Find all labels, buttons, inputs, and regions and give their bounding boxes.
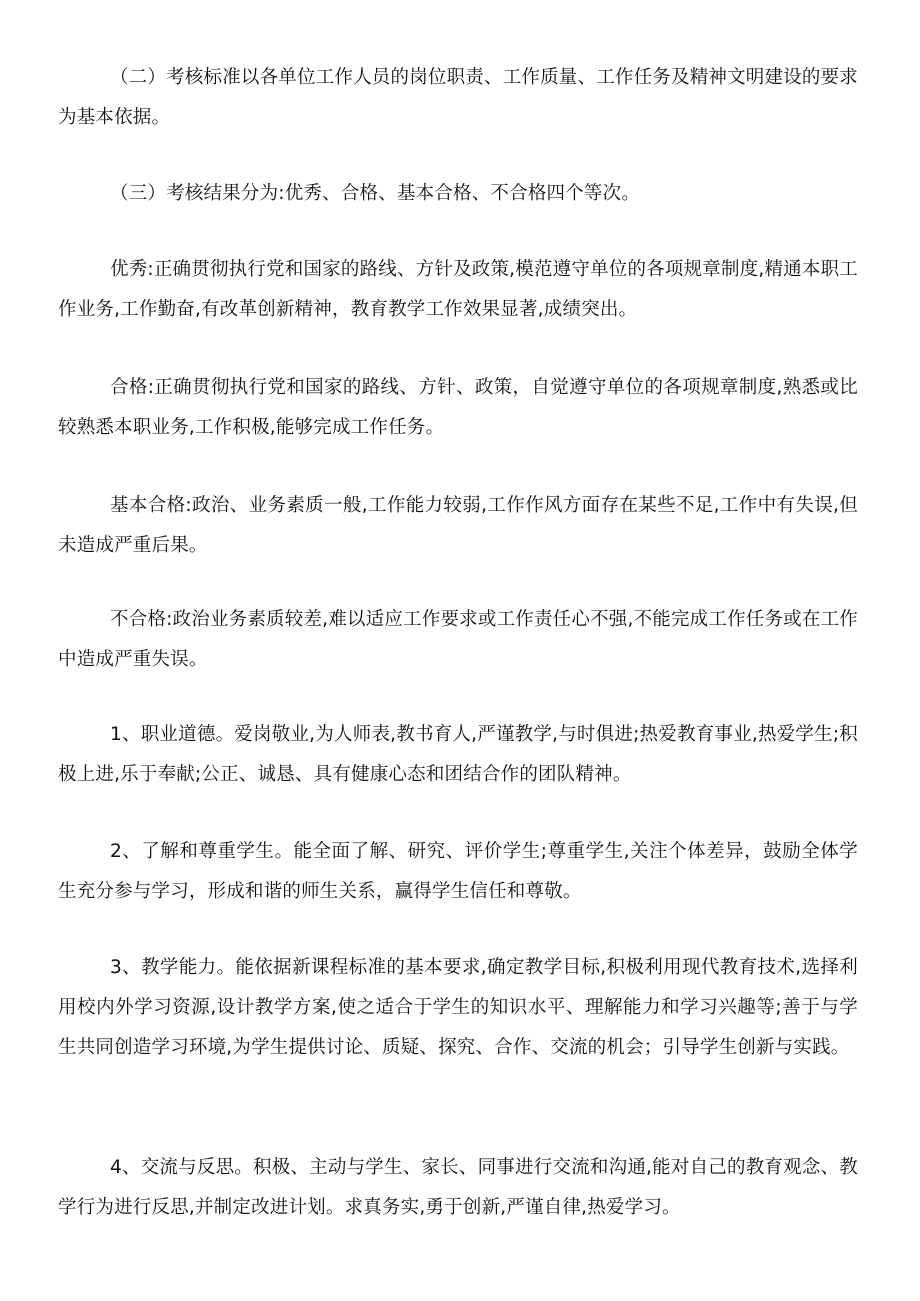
paragraph-assessment-standard: （二）考核标准以各单位工作人员的岗位职责、工作质量、工作任务及精神文明建设的要求为基本依据。 <box>58 67 859 128</box>
paragraph-level-unqualified: 不合格:政治业务素质较差,难以适应工作要求或工作责任心不强,不能完成工作任务或在工作中造成严重失误。 <box>58 609 858 670</box>
paragraph-level-qualified: 合格:正确贯彻执行党和国家的路线、方针、政策，自觉遵守单位的各项规章制度,熟悉或比较熟悉本职业务,工作积极,能够完成工作任务。 <box>58 377 858 438</box>
paragraph-assessment-result-levels: （三）考核结果分为:优秀、合格、基本合格、不合格四个等次。 <box>110 183 641 204</box>
paragraph-item-understand-students: 2、了解和尊重学生。能全面了解、研究、评价学生;尊重学生,关注个体差异，鼓励全体学生充分参与学习，形成和谐的师生关系，赢得学生信任和尊敬。 <box>58 841 858 902</box>
paragraph-item-professional-ethics: 1、职业道德。爱岗敬业,为人师表,教书育人,严谨教学,与时俱进;热爱教育事业,热爱学生;积极上进,乐于奉献;公正、诚恳、具有健康心态和团结合作的团队精神。 <box>58 724 858 785</box>
paragraph-level-excellent: 优秀:正确贯彻执行党和国家的路线、方针及政策,模范遵守单位的各项规章制度,精通本职工作业务,工作勤奋,有改革创新精神，教育教学工作效果显著,成绩突出。 <box>58 259 858 320</box>
paragraph-level-basically-qualified: 基本合格:政治、业务素质一般,工作能力较弱,工作作风方面存在某些不足,工作中有失误,但未造成严重后果。 <box>58 495 858 556</box>
paragraph-item-teaching-ability: 3、教学能力。能依据新课程标准的基本要求,确定教学目标,积极利用现代教育技术,选择利用校内外学习资源,设计教学方案,使之适合于学生的知识水平、理解能力和学习兴趣等;善于与学生共同创造学习环境,为学生提供讨论、质疑、探究、合作、交流的机会；引导学生创新与实践。 <box>58 957 858 1058</box>
paragraph-item-communication-reflection: 4、交流与反思。积极、主动与学生、家长、同事进行交流和沟通,能对自己的教育观念、教学行为进行反思,并制定改进计划。求真务实,勇于创新,严谨自律,热爱学习。 <box>58 1157 858 1218</box>
